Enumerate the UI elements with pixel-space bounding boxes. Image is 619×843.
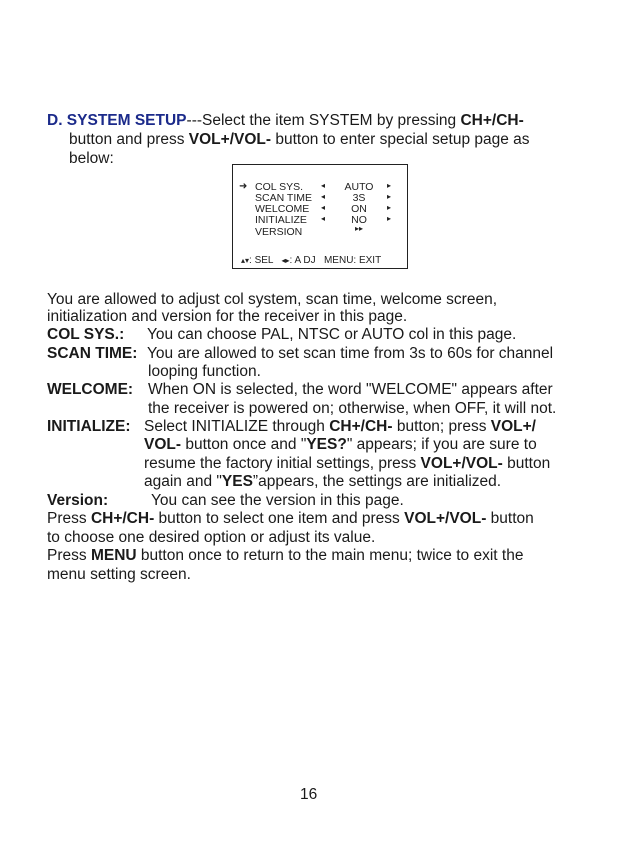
init-text: resume the factory initial settings, press	[144, 455, 421, 472]
menu-label: INITIALIZE	[255, 214, 307, 226]
init-key: YES?	[306, 436, 347, 453]
version-text: You can see the version in this page.	[151, 492, 404, 509]
heading-key-ch: CH+/CH-	[460, 112, 524, 129]
version-term	[47, 492, 108, 510]
right-arrow-icon: ▸	[387, 192, 392, 201]
colsys-text: You can choose PAL, NTSC or AUTO col in this page.	[147, 326, 517, 343]
left-arrow-icon: ◂	[321, 181, 326, 190]
press-text: button to select one item and press	[154, 510, 405, 527]
right-arrow-icon: ▸	[387, 214, 392, 223]
menu-value: NO	[351, 214, 367, 226]
init-line-4	[144, 473, 501, 491]
init-text: button	[502, 455, 551, 472]
section-heading	[47, 112, 524, 130]
heading-text: button to enter special setup page as	[271, 131, 530, 148]
cursor-arrow-icon: ➜	[239, 181, 248, 192]
term-label: SCAN TIME:	[47, 345, 138, 362]
init-key: YES	[221, 473, 253, 490]
colsys-term	[47, 326, 124, 344]
menu-label: WELCOME	[255, 203, 310, 215]
press-line-3	[47, 547, 523, 565]
welcome-term	[47, 381, 133, 399]
init-line-2	[144, 436, 537, 454]
menu-label: VERSION	[255, 226, 303, 238]
left-arrow-icon: ◂	[321, 192, 326, 201]
init-key: VOL-	[144, 436, 182, 453]
term-label: Version:	[47, 492, 109, 509]
init-text: button; press	[392, 418, 491, 435]
double-arrow-icon: ▸▸	[354, 224, 364, 233]
heading-line-3: below:	[69, 150, 114, 167]
welcome-text-1: When ON is selected, the word "WELCOME" appears after	[148, 381, 553, 398]
term-label: INITIALIZE:	[47, 418, 131, 435]
leftright-icon: ◂▸	[281, 256, 290, 265]
init-key: VOL+/	[490, 418, 536, 435]
left-arrow-icon: ◂	[321, 203, 326, 212]
intro-line-1: You are allowed to adjust col system, scan time, welcome screen,	[47, 291, 497, 308]
init-text: " appears; if you are sure to	[346, 436, 537, 453]
menu-value: 3S	[352, 192, 366, 204]
menu-label: SCAN TIME	[255, 192, 312, 204]
press-line-1	[47, 510, 534, 528]
init-text: ”appears, the settings are initialized.	[252, 473, 502, 490]
init-key: VOL+/VOL-	[420, 455, 503, 472]
right-arrow-icon: ▸	[387, 181, 392, 190]
scan-text-1: You are allowed to set scan time from 3s to 60s for channel	[147, 345, 554, 362]
press-line-2: to choose one desired option or adjust its value.	[47, 529, 376, 546]
init-key: CH+/CH-	[329, 418, 393, 435]
init-line-1	[144, 418, 536, 436]
scan-text-2: looping function.	[148, 363, 261, 380]
menu-value: ON	[351, 203, 367, 215]
right-arrow-icon: ▸	[387, 203, 392, 212]
init-term	[47, 418, 131, 436]
menu-value: AUTO	[344, 181, 374, 193]
press-text: Press	[47, 510, 91, 527]
heading-key-vol: VOL+/VOL-	[188, 131, 272, 148]
press-line-4: menu setting screen.	[47, 566, 191, 583]
press-text: button once to return to the main menu; twice to exit the	[136, 547, 524, 564]
init-line-3	[144, 455, 550, 473]
welcome-text-2: the receiver is powered on; otherwise, when OFF, it will not.	[148, 400, 557, 417]
init-text: again and "	[144, 473, 222, 490]
term-label: WELCOME:	[47, 381, 134, 398]
press-key: VOL+/VOL-	[404, 510, 487, 527]
page-number: 16	[300, 786, 318, 803]
updown-icon: ▴▾	[241, 256, 250, 265]
heading-text: ---Select the item SYSTEM by pressing	[186, 112, 461, 129]
system-setup-menu-screen	[232, 164, 408, 269]
intro-line-2: initialization and version for the receiver in this page.	[47, 308, 408, 325]
menu-row-version	[233, 226, 407, 238]
footer-adj: : A DJ	[289, 255, 316, 266]
press-text: button	[486, 510, 534, 527]
menu-label: COL SYS.	[255, 181, 304, 193]
heading-text: button and press	[69, 131, 189, 148]
menu-footer	[241, 255, 381, 266]
left-arrow-icon: ◂	[321, 214, 326, 223]
footer-sel: : SEL	[249, 255, 274, 266]
press-text: Press	[47, 547, 91, 564]
press-key: CH+/CH-	[90, 510, 155, 527]
section-title: D. SYSTEM SETUP	[47, 112, 187, 129]
init-text: Select INITIALIZE through	[144, 418, 330, 435]
heading-line-2	[69, 131, 530, 149]
footer-exit: MENU: EXIT	[323, 255, 382, 266]
init-text: button once and "	[181, 436, 307, 453]
press-key: MENU	[90, 547, 137, 564]
term-label: COL SYS.:	[47, 326, 125, 343]
scan-term	[47, 345, 137, 363]
